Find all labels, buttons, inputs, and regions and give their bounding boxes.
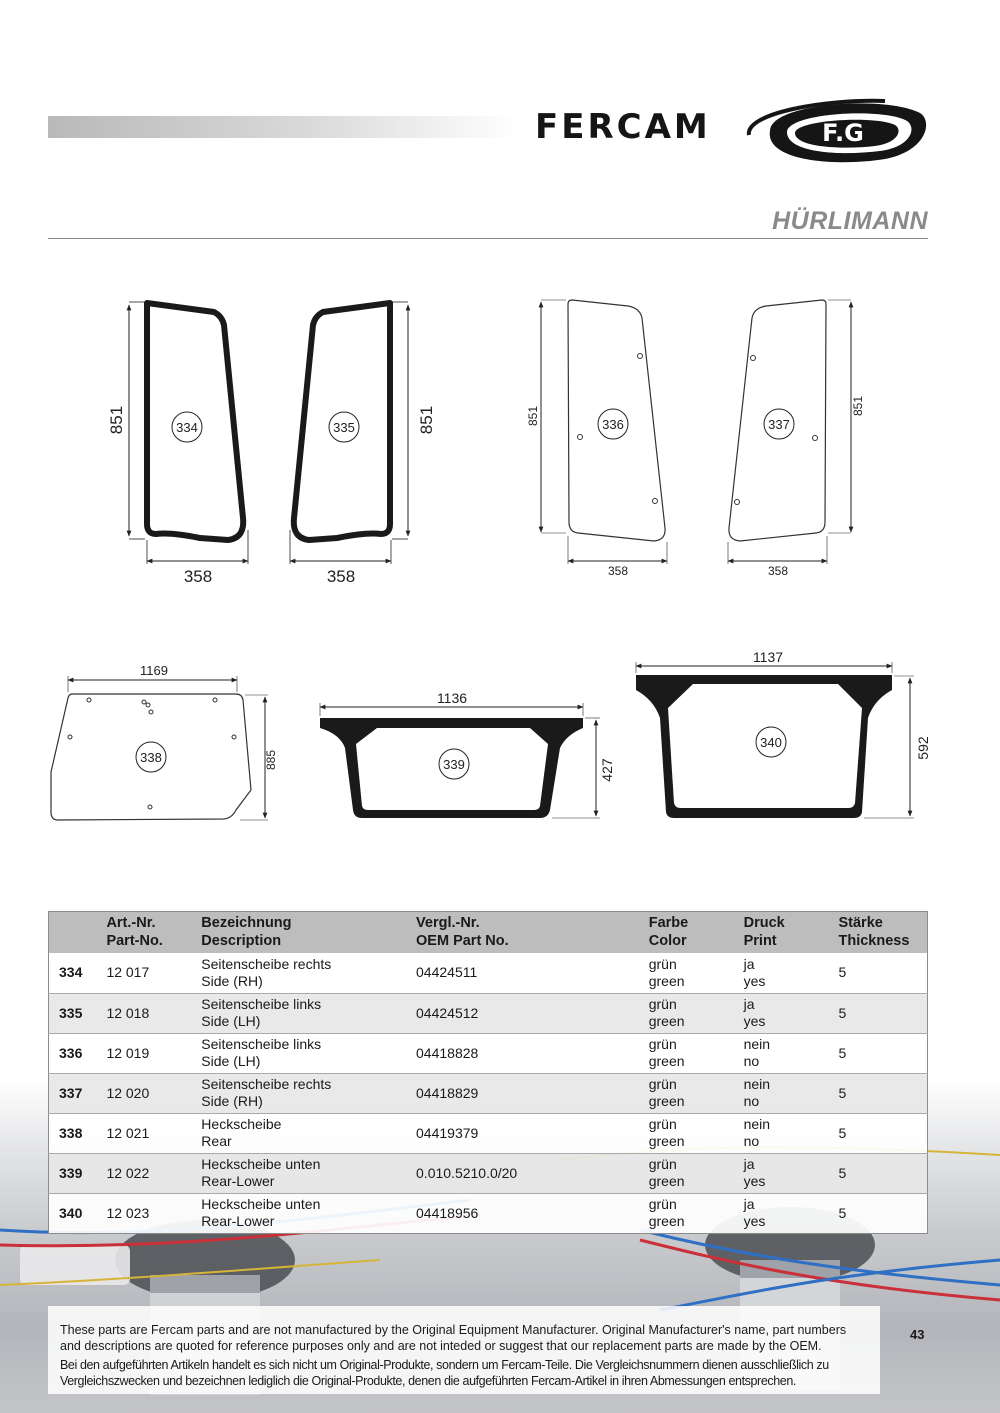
row-print: nein no	[744, 1113, 839, 1153]
row-thickness: 5	[838, 1113, 927, 1153]
row-color: grün green	[649, 1073, 744, 1113]
header-thickness: Stärke Thickness	[838, 912, 927, 954]
row-oem-part-no: 04424511	[416, 953, 649, 993]
drawing-label-338: 338	[140, 750, 162, 765]
logo-mark-text: F.G	[822, 119, 864, 147]
header-description: Bezeichnung Description	[201, 912, 416, 954]
row-number: 340	[49, 1193, 107, 1233]
row-color: grün green	[649, 953, 744, 993]
drawing-337	[728, 300, 865, 578]
parts-table	[48, 911, 928, 1234]
dim-width-335: 358	[326, 567, 356, 586]
dim-width-337: 358	[767, 564, 789, 578]
brand-title: HÜRLIMANN	[772, 207, 928, 235]
row-thickness: 5	[838, 1193, 927, 1233]
row-color: grün green	[649, 1153, 744, 1193]
dim-width-338: 1169	[140, 663, 168, 678]
row-thickness: 5	[838, 1153, 927, 1193]
dim-height-337: 851	[851, 395, 865, 417]
row-description: Seitenscheibe rechts Side (RH)	[201, 1073, 416, 1113]
drawing-label-335: 335	[333, 420, 355, 435]
row-description: Heckscheibe Rear	[201, 1113, 416, 1153]
drawing-340	[636, 649, 931, 818]
disclaimer-de: Bei den aufgeführten Artikeln handelt es sich nicht um Original-Produkte, sondern um Fercam-Teile. Die Vergleichsnummern dienen ausschließlich zu Vergleichszwecken und bezeichnen lediglich die Original-Produkte, denen die aufgeführten Fercam-Artikel in ihren Abmessungen entsprechen.	[60, 1358, 829, 1388]
table-row	[49, 1153, 928, 1193]
row-color: grün green	[649, 993, 744, 1033]
dim-width-340: 1137	[752, 649, 784, 665]
row-oem-part-no: 04424512	[416, 993, 649, 1033]
disclaimer-en: These parts are Fercam parts and are not manufactured by the Original Equipment Manufacturer. Original Manufacturer's name, part numbers and descriptions are quoted for reference purposes only and are not inteded or suggest that our replacement parts are made by the OEM.	[60, 1323, 847, 1353]
row-description: Heckscheibe unten Rear-Lower	[201, 1193, 416, 1233]
row-print: ja yes	[744, 1193, 839, 1233]
row-number: 336	[49, 1033, 107, 1073]
table-row	[49, 953, 928, 993]
row-part-no: 12 018	[106, 993, 201, 1033]
drawing-label-337: 337	[768, 417, 790, 432]
row-thickness: 5	[838, 953, 927, 993]
row-number: 337	[49, 1073, 107, 1113]
row-thickness: 5	[838, 1033, 927, 1073]
row-oem-part-no: 04419379	[416, 1113, 649, 1153]
row-description: Seitenscheibe rechts Side (RH)	[201, 953, 416, 993]
row-print: ja yes	[744, 993, 839, 1033]
row-thickness: 5	[838, 993, 927, 1033]
row-number: 335	[49, 993, 107, 1033]
row-number: 339	[49, 1153, 107, 1193]
brand-divider	[48, 238, 928, 239]
row-part-no: 12 017	[106, 953, 201, 993]
row-print: ja yes	[744, 953, 839, 993]
table-row	[49, 1073, 928, 1113]
dim-height-336: 851	[526, 405, 540, 427]
table-row	[49, 1033, 928, 1073]
drawing-335	[290, 302, 436, 586]
row-color: grün green	[649, 1193, 744, 1233]
row-description: Seitenscheibe links Side (LH)	[201, 993, 416, 1033]
row-thickness: 5	[838, 1073, 927, 1113]
header-oem-part-no: Vergl.-Nr. OEM Part No.	[416, 912, 649, 954]
table-row	[49, 1113, 928, 1153]
drawing-label-340: 340	[760, 735, 782, 750]
drawing-334	[107, 302, 248, 586]
drawing-336	[526, 300, 667, 578]
table-row	[49, 993, 928, 1033]
fercam-logo	[535, 95, 930, 167]
row-part-no: 12 020	[106, 1073, 201, 1113]
dim-height-339: 427	[599, 758, 615, 782]
row-oem-part-no: 0.010.5210.0/20	[416, 1153, 649, 1193]
drawing-label-336: 336	[602, 417, 624, 432]
table-header-row	[49, 912, 928, 954]
row-number: 334	[49, 953, 107, 993]
dim-width-339: 1136	[436, 690, 468, 706]
dim-height-340: 592	[915, 736, 931, 760]
dim-height-338: 885	[264, 749, 278, 771]
dim-width-336: 358	[607, 564, 629, 578]
row-oem-part-no: 04418828	[416, 1033, 649, 1073]
header-print: Druck Print	[744, 912, 839, 954]
table-row	[49, 1193, 928, 1233]
glass-drawings	[0, 280, 1000, 840]
row-print: ja yes	[744, 1153, 839, 1193]
drawing-label-339: 339	[443, 757, 465, 772]
logo-wordmark: FERCAM	[535, 107, 711, 147]
dim-width-334: 358	[183, 567, 213, 586]
row-color: grün green	[649, 1033, 744, 1073]
row-part-no: 12 021	[106, 1113, 201, 1153]
row-description: Seitenscheibe links Side (LH)	[201, 1033, 416, 1073]
drawing-339	[320, 690, 615, 818]
header-number	[49, 912, 107, 954]
logo-emblem	[735, 95, 930, 167]
row-description: Heckscheibe unten Rear-Lower	[201, 1153, 416, 1193]
row-part-no: 12 022	[106, 1153, 201, 1193]
header-gradient-bar	[48, 116, 518, 138]
row-part-no: 12 023	[106, 1193, 201, 1233]
dim-height-334: 851	[107, 405, 126, 435]
page-number: 43	[910, 1327, 925, 1342]
disclaimer-box	[48, 1306, 880, 1394]
header-part-no: Art.-Nr. Part-No.	[106, 912, 201, 954]
drawing-338	[51, 663, 278, 820]
dim-height-335: 851	[417, 405, 436, 435]
row-part-no: 12 019	[106, 1033, 201, 1073]
row-print: nein no	[744, 1033, 839, 1073]
row-oem-part-no: 04418829	[416, 1073, 649, 1113]
row-print: nein no	[744, 1073, 839, 1113]
header-color: Farbe Color	[649, 912, 744, 954]
row-color: grün green	[649, 1113, 744, 1153]
drawing-label-334: 334	[176, 420, 198, 435]
row-number: 338	[49, 1113, 107, 1153]
row-oem-part-no: 04418956	[416, 1193, 649, 1233]
